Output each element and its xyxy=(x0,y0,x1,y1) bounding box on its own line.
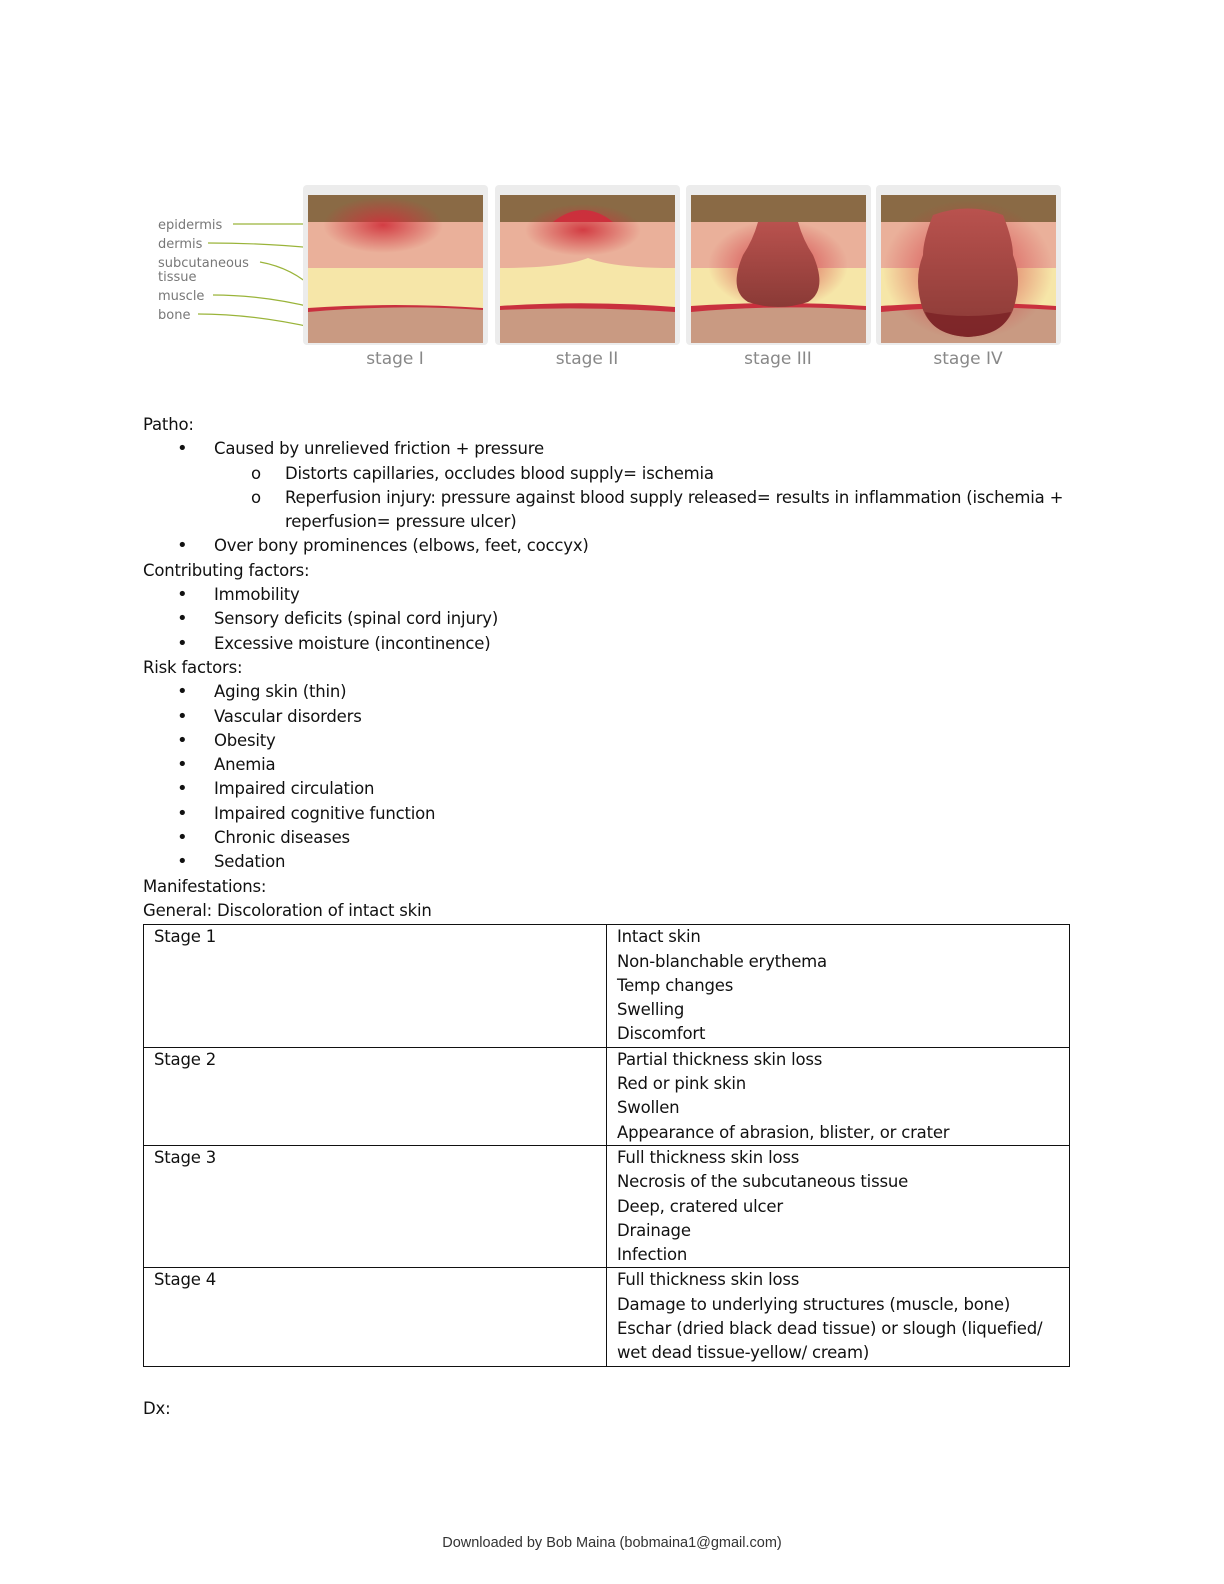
list-item xyxy=(143,632,1070,656)
description-cell xyxy=(607,1268,1070,1366)
stage-cell xyxy=(144,925,607,1047)
list-item-text: Vascular disorders xyxy=(214,706,362,726)
list-item xyxy=(143,729,1070,753)
pressure-ulcer-stages-figure xyxy=(143,140,1070,390)
stage-label: Stage 3 xyxy=(154,1147,217,1167)
list-item xyxy=(143,753,1070,777)
page-content xyxy=(143,140,1070,1421)
description-line: Temp changes xyxy=(617,975,734,995)
description-line: Appearance of abrasion, blister, or crater xyxy=(617,1122,950,1142)
list-item xyxy=(143,680,1070,704)
stage-3-block xyxy=(686,185,871,369)
list-item xyxy=(143,802,1070,826)
stage-label: Stage 4 xyxy=(154,1270,217,1290)
description-line: Drainage xyxy=(617,1220,691,1240)
description-line: Intact skin xyxy=(617,927,701,947)
patho-list xyxy=(143,437,1070,558)
list-item-text: Caused by unrelieved friction + pressure xyxy=(214,439,544,459)
contributing-list xyxy=(143,583,1070,656)
download-footer: Downloaded by Bob Maina (bobmaina1@gmail.com) xyxy=(442,1535,782,1551)
stage-label: Stage 2 xyxy=(154,1049,217,1069)
stages-table xyxy=(143,924,1070,1366)
notes-body xyxy=(143,413,1070,1421)
stage-1-label: stage I xyxy=(366,349,424,369)
description-line: Swollen xyxy=(617,1098,680,1118)
label-tissue: tissue xyxy=(158,270,197,285)
table-row xyxy=(144,1268,1070,1366)
list-item-text: Impaired circulation xyxy=(214,779,375,799)
table-row xyxy=(144,1145,1070,1267)
list-item xyxy=(143,777,1070,801)
risk-list xyxy=(143,680,1070,874)
label-bone: bone xyxy=(158,308,191,323)
description-line: Damage to underlying structures (muscle, bone) xyxy=(617,1294,1011,1314)
description-line: Full thickness skin loss xyxy=(617,1270,800,1290)
stage-label: Stage 1 xyxy=(154,927,217,947)
risk-heading: Risk factors: xyxy=(143,657,243,677)
description-cell xyxy=(607,1047,1070,1145)
stage-cell xyxy=(144,1268,607,1366)
stage-cell xyxy=(144,1047,607,1145)
stage-2-block xyxy=(495,185,680,369)
dx-heading: Dx: xyxy=(143,1398,171,1418)
manifestations-general: General: Discoloration of intact skin xyxy=(143,900,432,920)
description-line: Partial thickness skin loss xyxy=(617,1049,823,1069)
list-item xyxy=(143,486,1070,535)
list-item xyxy=(143,583,1070,607)
description-line: Deep, cratered ulcer xyxy=(617,1196,783,1216)
description-line: Necrosis of the subcutaneous tissue xyxy=(617,1172,909,1192)
list-item xyxy=(143,534,1070,558)
description-line: wet dead tissue-yellow/ cream) xyxy=(617,1343,870,1363)
stage-4-block xyxy=(876,185,1061,369)
label-muscle: muscle xyxy=(158,289,205,304)
list-item xyxy=(143,462,1070,486)
table-row xyxy=(144,925,1070,1047)
patho-heading: Patho: xyxy=(143,415,194,434)
list-item xyxy=(143,437,1070,461)
list-item-text: Excessive moisture (incontinence) xyxy=(214,633,491,653)
list-item-text: Chronic diseases xyxy=(214,828,350,848)
list-item-text: Sedation xyxy=(214,852,286,872)
list-item xyxy=(143,850,1070,874)
stage-2-label: stage II xyxy=(555,349,619,369)
label-subcutaneous: subcutaneous xyxy=(158,256,249,271)
stage-cell xyxy=(144,1145,607,1267)
list-item xyxy=(143,826,1070,850)
label-dermis: dermis xyxy=(158,237,203,252)
stage-1-block xyxy=(303,185,488,369)
list-item xyxy=(143,705,1070,729)
list-item-text: Obesity xyxy=(214,730,276,750)
description-line: Full thickness skin loss xyxy=(617,1147,800,1167)
contributing-heading: Contributing factors: xyxy=(143,560,310,580)
description-line: Non-blanchable erythema xyxy=(617,951,827,971)
description-line: Infection xyxy=(617,1245,688,1265)
list-item-text: Sensory deficits (spinal cord injury) xyxy=(214,609,499,629)
list-item-text: Immobility xyxy=(214,585,300,605)
list-item-text: Distorts capillaries, occludes blood supply= ischemia xyxy=(285,463,714,483)
description-line: Swelling xyxy=(617,1000,685,1020)
description-line: Discomfort xyxy=(617,1024,706,1044)
list-item-text: Reperfusion injury: pressure against blood supply released= results in inflammation (ischemia + reperfusion= pressure ulcer) xyxy=(285,487,1064,532)
stage-3-label: stage III xyxy=(744,349,812,369)
label-epidermis: epidermis xyxy=(158,218,223,233)
table-row xyxy=(144,1047,1070,1145)
list-item-text: Anemia xyxy=(214,755,276,775)
stage-4-label: stage IV xyxy=(933,349,1003,369)
list-item-text: Over bony prominences (elbows, feet, coccyx) xyxy=(214,536,589,556)
list-item xyxy=(143,607,1070,631)
description-line: Eschar (dried black dead tissue) or slough (liquefied/ xyxy=(617,1318,1043,1338)
description-line: Red or pink skin xyxy=(617,1074,747,1094)
description-cell xyxy=(607,925,1070,1047)
list-item-text: Impaired cognitive function xyxy=(214,803,436,823)
description-cell xyxy=(607,1145,1070,1267)
stages-illustration xyxy=(143,140,1070,390)
list-item-text: Aging skin (thin) xyxy=(214,682,347,702)
manifestations-heading: Manifestations: xyxy=(143,876,267,896)
